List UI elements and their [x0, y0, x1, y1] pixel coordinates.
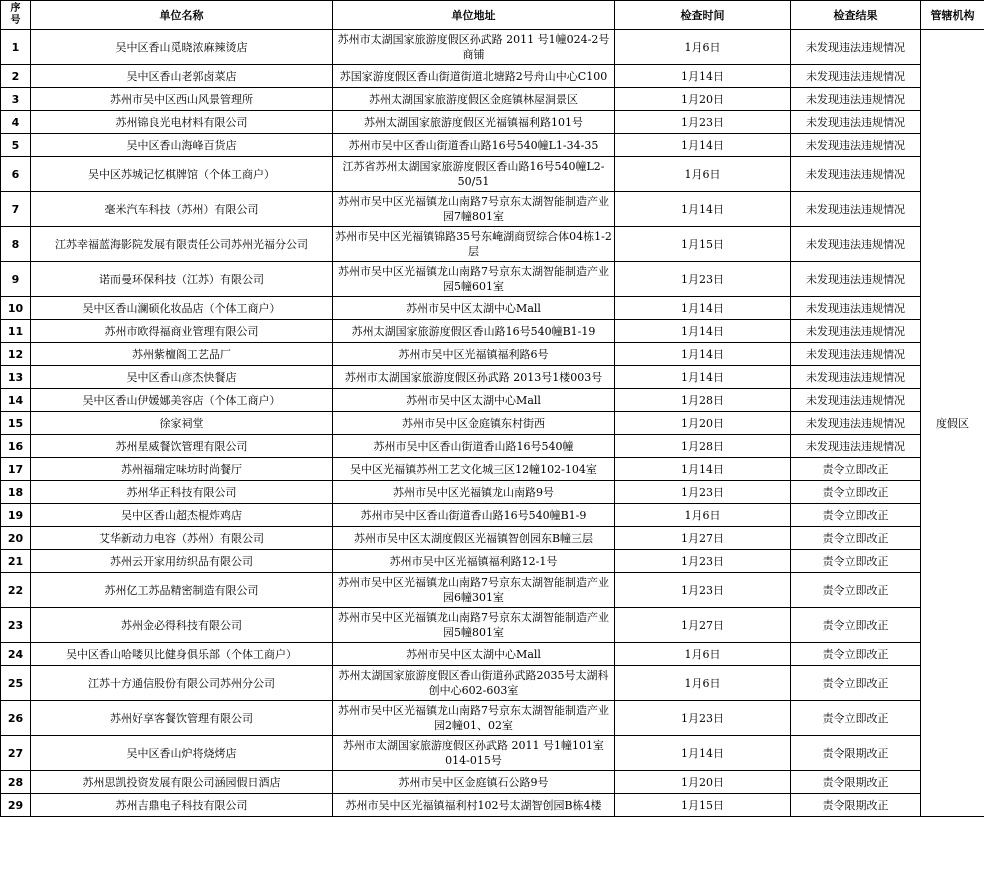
row-inspection-result: 责令立即改正	[791, 527, 921, 550]
row-inspection-result: 责令限期改正	[791, 794, 921, 817]
row-seq: 16	[1, 435, 31, 458]
row-inspection-time: 1月6日	[615, 643, 791, 666]
row-address: 苏州市吴中区香山街道香山路16号540幢	[333, 435, 615, 458]
row-seq: 12	[1, 343, 31, 366]
row-inspection-result: 责令限期改正	[791, 771, 921, 794]
row-company-name: 吴中区香山超杰棍炸鸡店	[31, 504, 333, 527]
table-row	[1, 389, 984, 412]
table-row	[1, 550, 984, 573]
row-inspection-time: 1月15日	[615, 794, 791, 817]
row-company-name: 江苏十方通信股份有限公司苏州分公司	[31, 666, 333, 701]
table-row	[1, 192, 984, 227]
row-address: 苏州市吴中区光福镇龙山南路7号京东太湖智能制造产业园2幢01、02室	[333, 701, 615, 736]
row-address: 苏国家游度假区香山街道街道北塘路2号舟山中心C100	[333, 65, 615, 88]
table-row	[1, 701, 984, 736]
row-inspection-result: 责令立即改正	[791, 550, 921, 573]
row-seq: 24	[1, 643, 31, 666]
table-row	[1, 134, 984, 157]
table-row	[1, 771, 984, 794]
row-seq: 10	[1, 297, 31, 320]
row-company-name: 苏州市欧得福商业管理有限公司	[31, 320, 333, 343]
row-inspection-time: 1月15日	[615, 227, 791, 262]
table-row	[1, 65, 984, 88]
row-inspection-result: 未发现违法违规情况	[791, 262, 921, 297]
table-row	[1, 573, 984, 608]
table-row	[1, 227, 984, 262]
row-inspection-time: 1月6日	[615, 30, 791, 65]
header-authority: 管辖机构	[921, 1, 984, 30]
row-inspection-result: 未发现违法违规情况	[791, 297, 921, 320]
row-company-name: 苏州亿工苏品精密制造有限公司	[31, 573, 333, 608]
row-address: 苏州市吴中区太湖中心Mall	[333, 297, 615, 320]
table-row	[1, 608, 984, 643]
row-company-name: 吴中区香山彦杰快餐店	[31, 366, 333, 389]
table-row	[1, 262, 984, 297]
row-company-name: 苏州云开家用纺织品有限公司	[31, 550, 333, 573]
row-inspection-result: 未发现违法违规情况	[791, 343, 921, 366]
row-seq: 13	[1, 366, 31, 389]
row-seq: 1	[1, 30, 31, 65]
row-seq: 23	[1, 608, 31, 643]
row-company-name: 苏州市吴中区西山风景管理所	[31, 88, 333, 111]
row-inspection-time: 1月20日	[615, 88, 791, 111]
row-seq: 15	[1, 412, 31, 435]
row-seq: 20	[1, 527, 31, 550]
row-inspection-time: 1月23日	[615, 481, 791, 504]
row-seq: 4	[1, 111, 31, 134]
row-seq: 9	[1, 262, 31, 297]
header-name: 单位名称	[31, 1, 333, 30]
row-seq: 3	[1, 88, 31, 111]
table-row	[1, 794, 984, 817]
row-company-name: 苏州好享客餐饮管理有限公司	[31, 701, 333, 736]
row-inspection-result: 未发现违法违规情况	[791, 30, 921, 65]
row-inspection-result: 未发现违法违规情况	[791, 134, 921, 157]
row-seq: 26	[1, 701, 31, 736]
row-inspection-time: 1月28日	[615, 435, 791, 458]
table-body	[1, 30, 984, 817]
row-inspection-time: 1月27日	[615, 608, 791, 643]
row-address: 苏州太湖国家旅游度假区香山街道孙武路2035号太湖科创中心602-603室	[333, 666, 615, 701]
row-company-name: 苏州华正科技有限公司	[31, 481, 333, 504]
row-address: 苏州市吴中区光福镇龙山南路7号京东太湖智能制造产业园5幢801室	[333, 608, 615, 643]
row-company-name: 吴中区香山老郭卤菜店	[31, 65, 333, 88]
row-seq: 29	[1, 794, 31, 817]
table-row	[1, 458, 984, 481]
row-address: 苏州市吴中区金庭镇石公路9号	[333, 771, 615, 794]
row-inspection-time: 1月14日	[615, 366, 791, 389]
row-company-name: 吴中区香山伊媛娜美容店（个体工商户）	[31, 389, 333, 412]
table-row	[1, 366, 984, 389]
header-seq	[1, 1, 31, 30]
row-company-name: 吴中区香山炉将烧烤店	[31, 736, 333, 771]
row-address: 苏州市吴中区金庭镇东村街西	[333, 412, 615, 435]
row-address: 苏州太湖国家旅游度假区香山路16号540幢B1-19	[333, 320, 615, 343]
row-address: 苏州市吴中区太湖中心Mall	[333, 389, 615, 412]
row-company-name: 毫米汽车科技（苏州）有限公司	[31, 192, 333, 227]
row-inspection-time: 1月23日	[615, 262, 791, 297]
row-company-name: 吴中区香山觅晓浓麻辣烫店	[31, 30, 333, 65]
header-seq-line2: 号	[10, 15, 21, 26]
row-inspection-time: 1月20日	[615, 771, 791, 794]
row-inspection-result: 责令立即改正	[791, 666, 921, 701]
row-inspection-result: 责令立即改正	[791, 504, 921, 527]
row-company-name: 吴中区苏城记忆棋牌馆（个体工商户）	[31, 157, 333, 192]
row-seq: 18	[1, 481, 31, 504]
row-seq: 5	[1, 134, 31, 157]
table-row	[1, 736, 984, 771]
row-inspection-time: 1月23日	[615, 550, 791, 573]
table-row	[1, 343, 984, 366]
row-address: 苏州市太湖国家旅游度假区孙武路 2013号1楼003号	[333, 366, 615, 389]
row-inspection-result: 未发现违法违规情况	[791, 111, 921, 134]
row-company-name: 艾华新动力电容（苏州）有限公司	[31, 527, 333, 550]
row-company-name: 吴中区香山澜硕化妆品店（个体工商户）	[31, 297, 333, 320]
row-address: 苏州市吴中区光福镇龙山南路7号京东太湖智能制造产业园5幢601室	[333, 262, 615, 297]
row-company-name: 江苏幸福蓝海影院发展有限责任公司苏州光福分公司	[31, 227, 333, 262]
row-address: 苏州市吴中区香山街道香山路16号540幢L1-34-35	[333, 134, 615, 157]
row-inspection-time: 1月14日	[615, 320, 791, 343]
row-company-name: 苏州紫檀阁工艺品厂	[31, 343, 333, 366]
row-address: 苏州市吴中区光福镇福利路6号	[333, 343, 615, 366]
row-company-name: 吴中区香山海峰百货店	[31, 134, 333, 157]
row-seq: 2	[1, 65, 31, 88]
row-inspection-result: 未发现违法违规情况	[791, 435, 921, 458]
row-seq: 7	[1, 192, 31, 227]
row-inspection-time: 1月20日	[615, 412, 791, 435]
row-inspection-time: 1月6日	[615, 666, 791, 701]
row-inspection-time: 1月28日	[615, 389, 791, 412]
row-address: 苏州市吴中区光福镇福利路12-1号	[333, 550, 615, 573]
header-address: 单位地址	[333, 1, 615, 30]
row-inspection-result: 责令立即改正	[791, 481, 921, 504]
row-company-name: 吴中区香山哈喽贝比健身俱乐部（个体工商户）	[31, 643, 333, 666]
row-address: 苏州市吴中区光福镇龙山南路7号京东太湖智能制造产业园6幢301室	[333, 573, 615, 608]
row-inspection-time: 1月27日	[615, 527, 791, 550]
table-row	[1, 504, 984, 527]
row-seq: 6	[1, 157, 31, 192]
row-seq: 28	[1, 771, 31, 794]
row-inspection-result: 未发现违法违规情况	[791, 88, 921, 111]
row-inspection-time: 1月14日	[615, 192, 791, 227]
row-inspection-result: 未发现违法违规情况	[791, 412, 921, 435]
row-inspection-result: 责令立即改正	[791, 573, 921, 608]
row-inspection-result: 未发现违法违规情况	[791, 192, 921, 227]
row-seq: 27	[1, 736, 31, 771]
row-inspection-time: 1月14日	[615, 297, 791, 320]
row-inspection-result: 未发现违法违规情况	[791, 227, 921, 262]
row-inspection-result: 未发现违法违规情况	[791, 157, 921, 192]
row-inspection-time: 1月14日	[615, 458, 791, 481]
table-row	[1, 527, 984, 550]
row-company-name: 苏州星威餐饮管理有限公司	[31, 435, 333, 458]
row-address: 苏州市吴中区光福镇福利村102号太湖智创园B栋4楼	[333, 794, 615, 817]
row-inspection-time: 1月14日	[615, 134, 791, 157]
table-row	[1, 435, 984, 458]
table-row	[1, 88, 984, 111]
row-address: 苏州市太湖国家旅游度假区孙武路 2011 号1幢101室014-015号	[333, 736, 615, 771]
row-company-name: 苏州金必得科技有限公司	[31, 608, 333, 643]
row-inspection-time: 1月23日	[615, 573, 791, 608]
row-seq: 11	[1, 320, 31, 343]
table-row	[1, 320, 984, 343]
row-company-name: 苏州锦良光电材料有限公司	[31, 111, 333, 134]
table-row	[1, 481, 984, 504]
row-address: 吴中区光福镇苏州工艺文化城三区12幢102-104室	[333, 458, 615, 481]
row-seq: 19	[1, 504, 31, 527]
row-address: 苏州太湖国家旅游度假区光福镇福利路101号	[333, 111, 615, 134]
row-inspection-result: 责令立即改正	[791, 701, 921, 736]
table-row	[1, 157, 984, 192]
row-address: 苏州市吴中区太湖度假区光福镇智创园东B幢三层	[333, 527, 615, 550]
row-inspection-time: 1月23日	[615, 701, 791, 736]
row-inspection-time: 1月23日	[615, 111, 791, 134]
row-address: 苏州市太湖国家旅游度假区孙武路 2011 号1幢024-2号 商铺	[333, 30, 615, 65]
row-inspection-result: 未发现违法违规情况	[791, 389, 921, 412]
row-seq: 22	[1, 573, 31, 608]
row-inspection-time: 1月6日	[615, 504, 791, 527]
row-inspection-time: 1月14日	[615, 736, 791, 771]
row-inspection-result: 未发现违法违规情况	[791, 65, 921, 88]
row-inspection-result: 未发现违法违规情况	[791, 320, 921, 343]
row-address: 苏州市吴中区香山街道香山路16号540幢B1-9	[333, 504, 615, 527]
table-row	[1, 297, 984, 320]
header-time: 检查时间	[615, 1, 791, 30]
row-address: 苏州市吴中区光福镇龙山南路7号京东太湖智能制造产业园7幢801室	[333, 192, 615, 227]
row-address: 江苏省苏州太湖国家旅游度假区香山路16号540幢L2-50/51	[333, 157, 615, 192]
row-inspection-result: 责令立即改正	[791, 458, 921, 481]
row-seq: 8	[1, 227, 31, 262]
row-inspection-time: 1月14日	[615, 65, 791, 88]
row-address: 苏州市吴中区光福镇锦路35号东崦湖商贸综合体04栋1-2层	[333, 227, 615, 262]
table-row	[1, 643, 984, 666]
row-company-name: 诺而曼环保科技（江苏）有限公司	[31, 262, 333, 297]
row-company-name: 苏州思凯投资发展有限公司涵园假日酒店	[31, 771, 333, 794]
row-company-name: 徐家祠堂	[31, 412, 333, 435]
header-seq-line1: 序	[10, 3, 21, 14]
row-inspection-result: 责令立即改正	[791, 608, 921, 643]
row-seq: 25	[1, 666, 31, 701]
table-row	[1, 666, 984, 701]
row-company-name: 苏州福瑞定味坊时尚餐厅	[31, 458, 333, 481]
table-row	[1, 412, 984, 435]
row-inspection-result: 责令限期改正	[791, 736, 921, 771]
table-row	[1, 111, 984, 134]
row-seq: 21	[1, 550, 31, 573]
row-company-name: 苏州吉鼎电子科技有限公司	[31, 794, 333, 817]
authority-cell: 度假区	[921, 30, 984, 817]
row-seq: 17	[1, 458, 31, 481]
row-inspection-result: 未发现违法违规情况	[791, 366, 921, 389]
row-inspection-time: 1月14日	[615, 343, 791, 366]
row-seq: 14	[1, 389, 31, 412]
row-inspection-time: 1月6日	[615, 157, 791, 192]
header-result: 检查结果	[791, 1, 921, 30]
header-row	[1, 1, 984, 30]
row-inspection-result: 责令立即改正	[791, 643, 921, 666]
row-address: 苏州太湖国家旅游度假区金庭镇林屋洞景区	[333, 88, 615, 111]
table-row	[1, 30, 984, 65]
row-address: 苏州市吴中区光福镇龙山南路9号	[333, 481, 615, 504]
row-address: 苏州市吴中区太湖中心Mall	[333, 643, 615, 666]
